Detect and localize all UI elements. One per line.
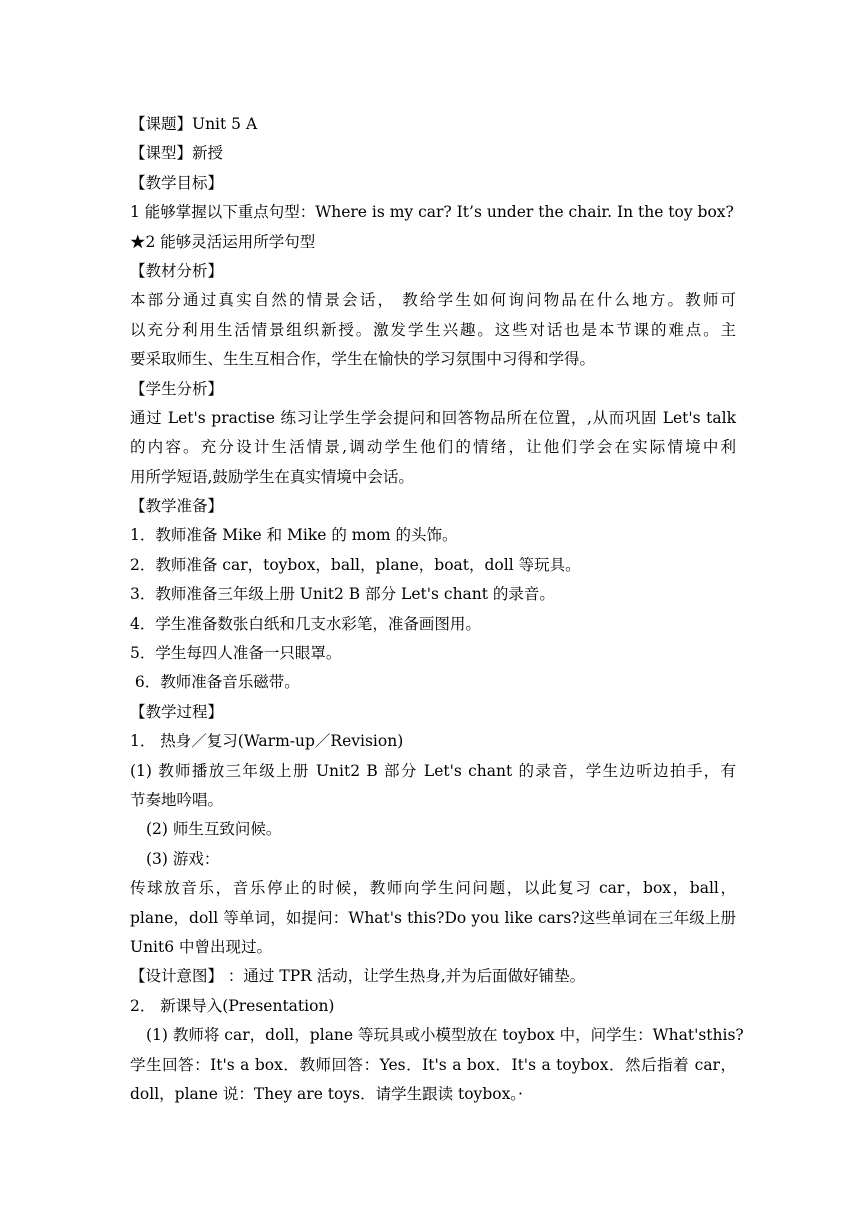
lesson-type-line: 【课型】新授 (130, 144, 224, 163)
paragraph-line: (1) 教师将 car，doll，plane 等玩具或小模型放在 toybox 中，问学生：What'sthis? (146, 1026, 744, 1045)
paragraph-line: 通过 Let's practise 练习让学生学会提问和回答物品所在位置，,从而巩固 Let's talk (130, 408, 736, 427)
paragraph-line: (1) 教师播放三年级上册 Unit2 B 部分 Let's chant 的录音，学生边听边拍手，有 (130, 761, 736, 780)
section-heading-preparation: 【教学准备】 (130, 497, 224, 516)
list-item: 4．学生准备数张白纸和几支水彩笔，准备画图用。 (130, 614, 481, 633)
paragraph-line: plane，doll 等单词，如提问：What's this?Do you like cars?这些单词在三年级上册 (130, 908, 736, 927)
list-item: (3) 游戏： (146, 849, 220, 868)
paragraph-line: 传球放音乐，音乐停止的时候，教师向学生问问题，以此复习 car，box，ball， (130, 879, 736, 898)
objective-item-2: ★2 能够灵活运用所学句型 (130, 232, 316, 251)
section-heading-material-analysis: 【教材分析】 (130, 261, 224, 280)
objective-item-1: 1 能够掌握以下重点句型：Where is my car? It’s under the chair. In the toy box? (130, 203, 734, 222)
list-item: 2．教师准备 car，toybox，ball，plane，boat，doll 等玩具。 (130, 555, 581, 574)
design-intent-line: 【设计意图】 ：通过 TPR 活动，让学生热身,并为后面做好铺垫。 (130, 967, 586, 986)
paragraph-line: Unit6 中曾出现过。 (130, 937, 273, 956)
paragraph-line: 节奏地吟唱。 (130, 790, 224, 809)
step-heading-presentation: 2． 新课导入(Presentation) (130, 996, 335, 1015)
step-heading-warm-up: 1． 热身／复习(Warm-up／Revision) (130, 732, 404, 751)
section-heading-student-analysis: 【学生分析】 (130, 379, 224, 398)
paragraph-line: 学生回答：It's a box．教师回答：Yes．It's a box．It's a toybox．然后指着 car， (130, 1055, 736, 1074)
list-item: 1．教师准备 Mike 和 Mike 的 mom 的头饰。 (130, 526, 458, 545)
paragraph-line: 的内容。充分设计生活情景,调动学生他们的情绪，让他们学会在实际情境中利 (130, 438, 736, 457)
paragraph-line: 要采取师生、生生互相合作，学生在愉快的学习氛围中习得和学得。 (130, 350, 596, 369)
list-item: (2) 师生互致问候。 (146, 820, 282, 839)
section-heading-process: 【教学过程】 (130, 702, 224, 721)
lesson-title-line: 【课题】Unit 5 A (130, 115, 258, 133)
paragraph-line: 本部分通过真实自然的情景会话， 教给学生如何询问物品在什么地方。教师可 (130, 291, 736, 310)
list-item: 3．教师准备三年级上册 Unit2 B 部分 Let's chant 的录音。 (130, 585, 555, 604)
section-heading-objectives: 【教学目标】 (130, 173, 224, 192)
list-item: 5．学生每四人准备一只眼罩。 (130, 644, 342, 663)
paragraph-line: 用所学短语,鼓励学生在真实情境中会话。 (130, 467, 414, 486)
document-body (130, 110, 744, 1109)
list-item: 6．教师准备音乐磁带。 (130, 673, 300, 692)
paragraph-line: 以充分利用生活情景组织新授。激发学生兴趣。这些对话也是本节课的难点。主 (130, 320, 736, 339)
paragraph-line: doll，plane 说：They are toys．请学生跟读 toybox。· (130, 1084, 523, 1103)
